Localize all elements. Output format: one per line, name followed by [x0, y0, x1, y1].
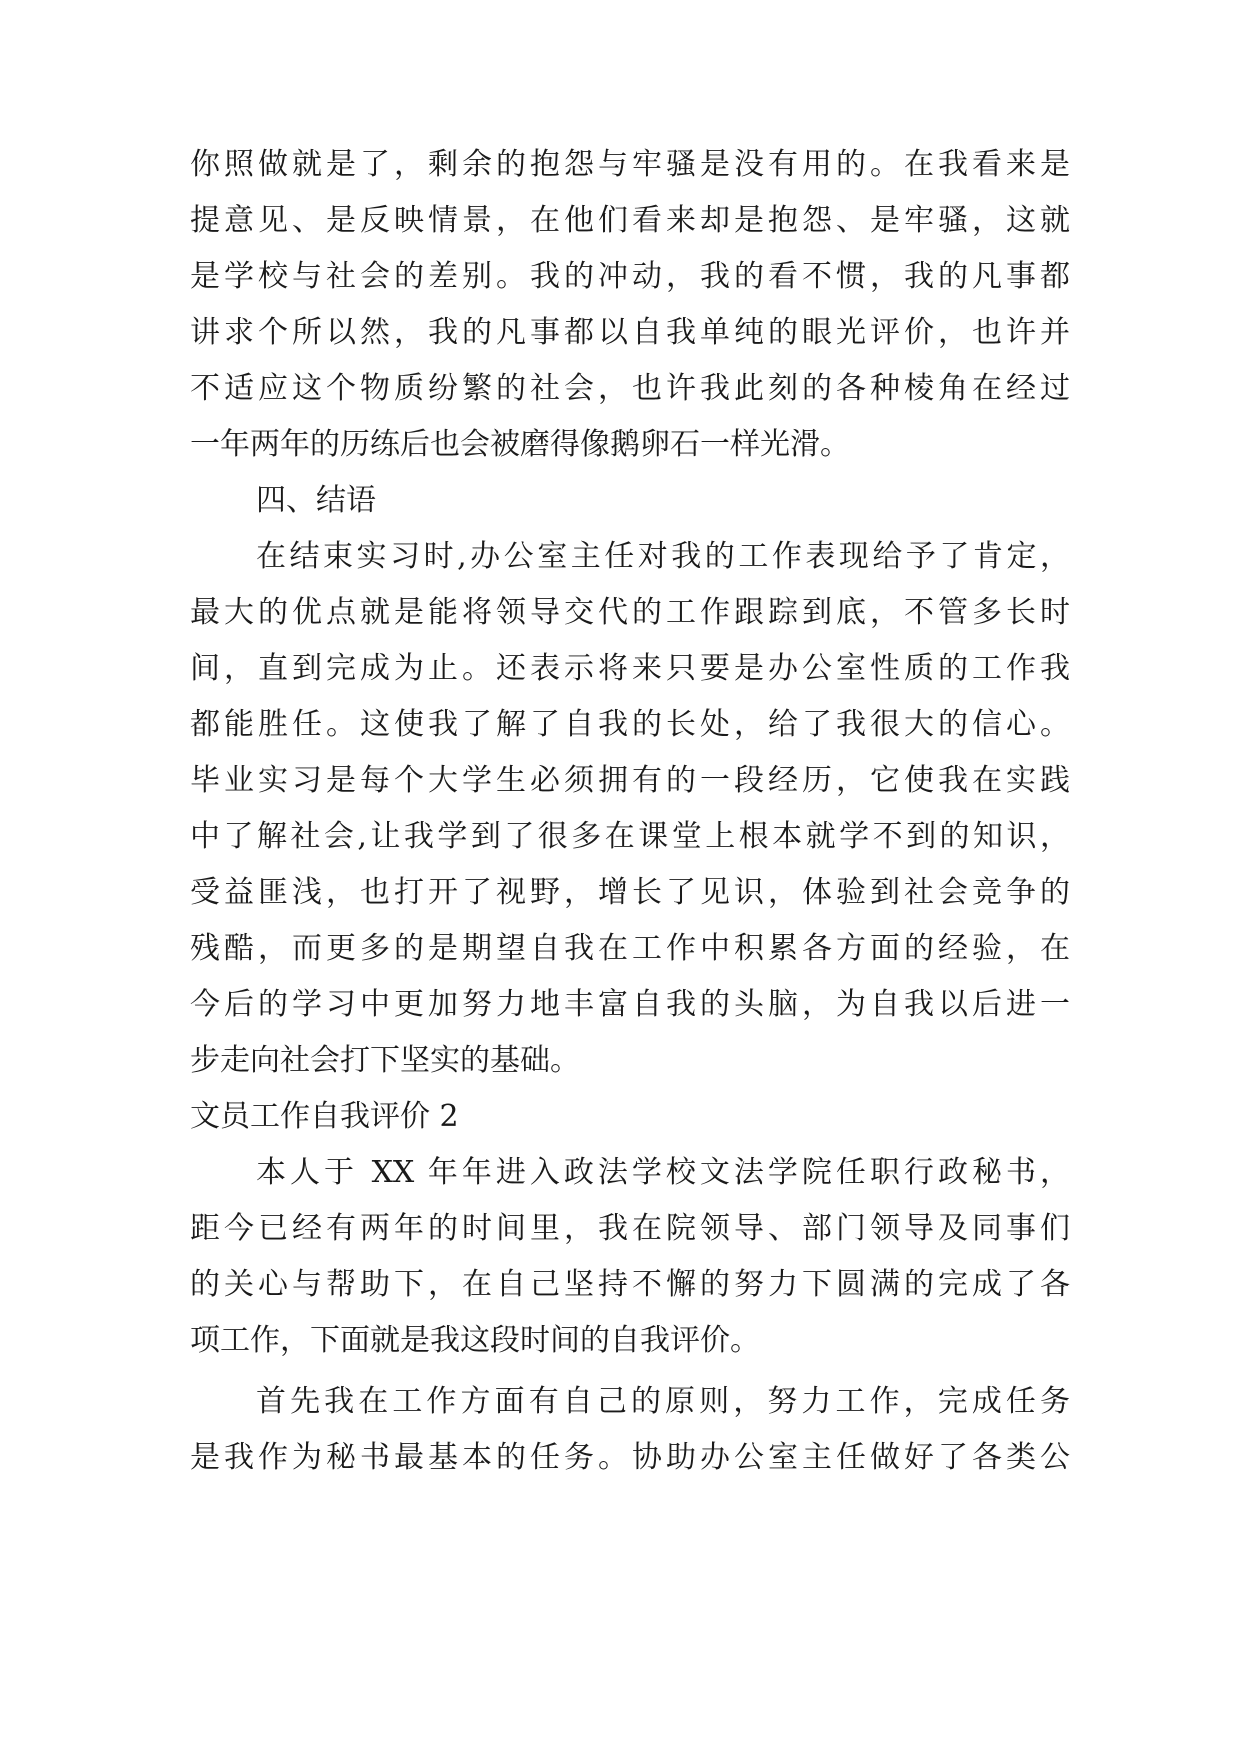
text-line: 提意见、是反映情景，在他们看来却是抱怨、是牢骚，这就 [190, 203, 1070, 238]
text-line: 你照做就是了，剩余的抱怨与牢骚是没有用的。在我看来是 [190, 147, 1070, 182]
text-line: 步走向社会打下坚实的基础。 [190, 1043, 580, 1078]
text-line: 都能胜任。这使我了解了自我的长处，给了我很大的信心。 [190, 707, 1070, 742]
text-line: 项工作，下面就是我这段时间的自我评价。 [190, 1323, 760, 1358]
text-line: 距今已经有两年的时间里，我在院领导、部门领导及同事们 [190, 1211, 1070, 1246]
text-line: 的关心与帮助下，在自己坚持不懈的努力下圆满的完成了各 [190, 1267, 1070, 1302]
text-line: 不适应这个物质纷繁的社会，也许我此刻的各种棱角在经过 [190, 371, 1070, 406]
text-line: 中了解社会,让我学到了很多在课堂上根本就学不到的知识， [190, 819, 1070, 854]
section-heading: 四、结语 [256, 483, 376, 518]
text-line: 讲求个所以然，我的凡事都以自我单纯的眼光评价，也许并 [190, 315, 1070, 350]
text-line: 受益匪浅，也打开了视野，增长了见识，体验到社会竞争的 [190, 875, 1070, 910]
text-line: 残酷，而更多的是期望自我在工作中积累各方面的经验，在 [190, 931, 1070, 966]
text-line: 是我作为秘书最基本的任务。协助办公室主任做好了各类公 [190, 1440, 1070, 1475]
text-line: 毕业实习是每个大学生必须拥有的一段经历，它使我在实践 [190, 763, 1070, 798]
text-line: 今后的学习中更加努力地丰富自我的头脑，为自我以后进一 [190, 987, 1070, 1022]
text-line: 一年两年的历练后也会被磨得像鹅卵石一样光滑。 [190, 427, 850, 462]
text-line: 间，直到完成为止。还表示将来只要是办公室性质的工作我 [190, 651, 1070, 686]
text-line: 最大的优点就是能将领导交代的工作跟踪到底，不管多长时 [190, 595, 1070, 630]
text-line: 在结束实习时,办公室主任对我的工作表现给予了肯定， [256, 539, 1070, 574]
text-line: 首先我在工作方面有自己的原则，努力工作，完成任务 [256, 1384, 1070, 1419]
document-title: 文员工作自我评价 2 [190, 1099, 459, 1134]
text-line: 是学校与社会的差别。我的冲动，我的看不惯，我的凡事都 [190, 259, 1070, 294]
text-line: 本人于 XX 年年进入政法学校文法学院任职行政秘书， [256, 1155, 1070, 1190]
